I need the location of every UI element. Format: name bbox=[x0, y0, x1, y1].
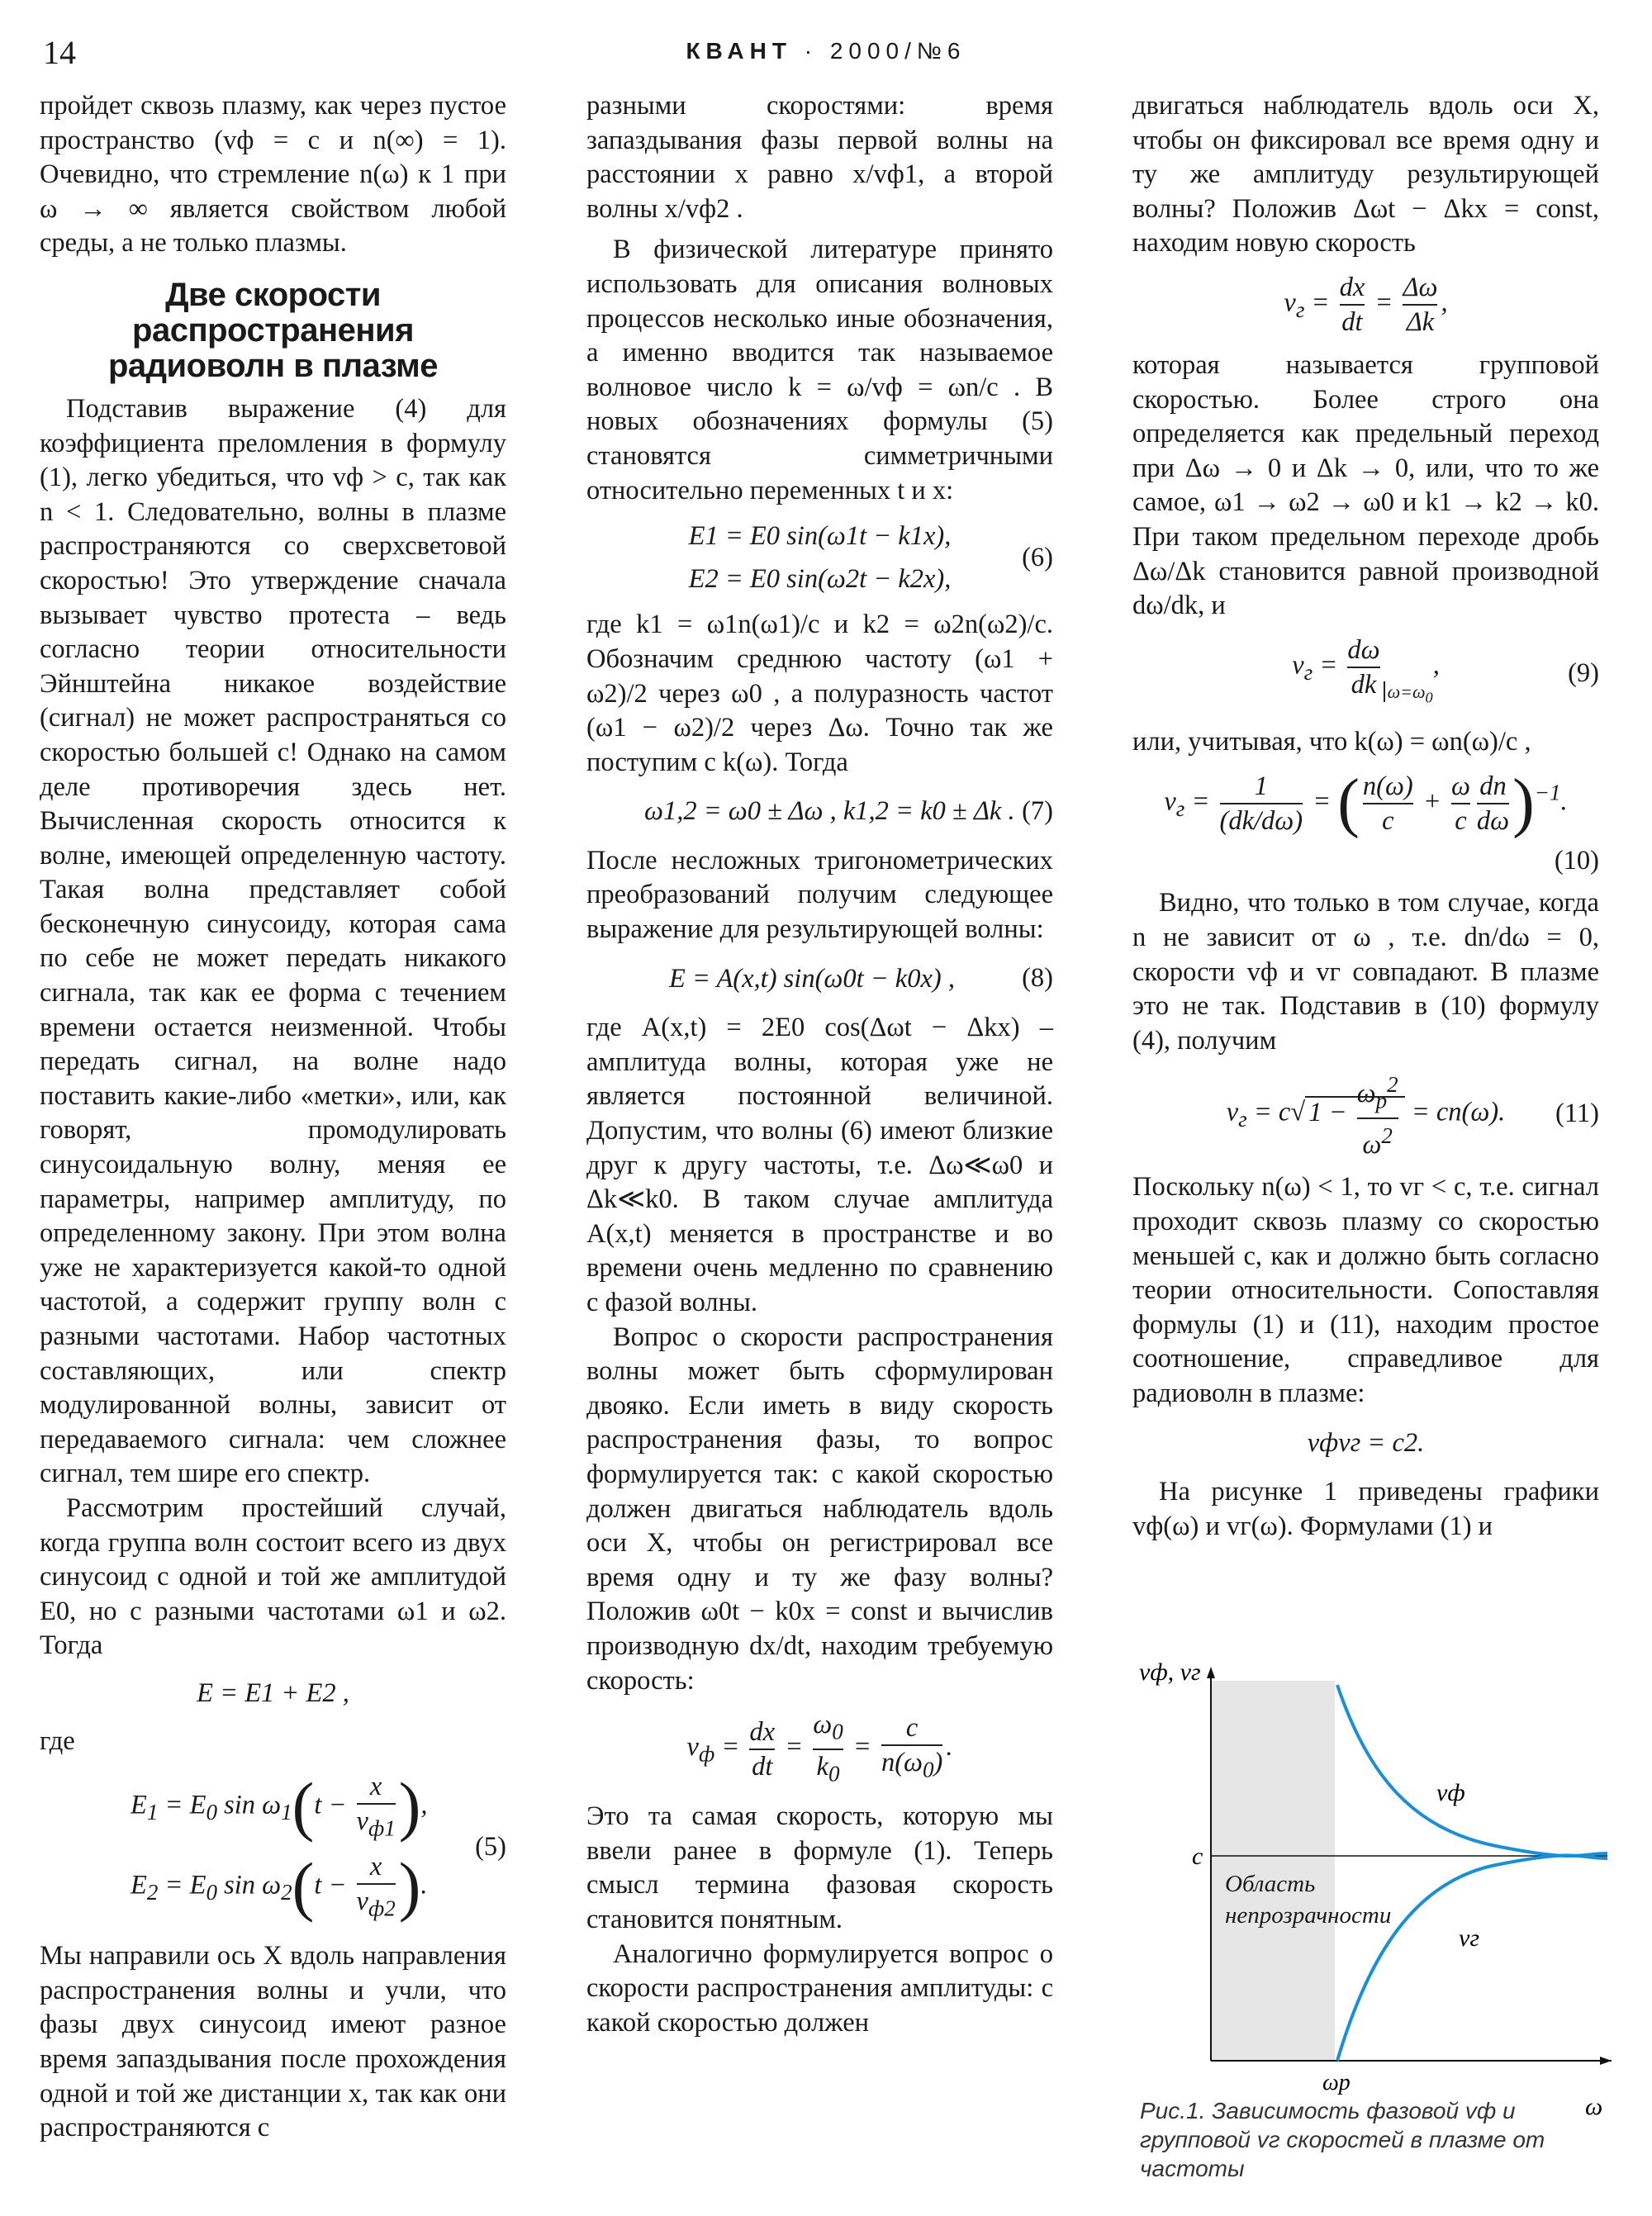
equation-number: (9) bbox=[1568, 658, 1599, 689]
y-axis-label: vф, vг bbox=[1139, 1658, 1201, 1686]
equation-9: $v_г$ = $\frac{d\omega}{dk}$ $_{\omega=\omega_0}$, (9) bbox=[1292, 634, 1599, 706]
wp-label: ωp bbox=[1322, 2070, 1351, 2095]
paragraph: Рассмотрим простейший случай, когда группа волн состоит всего из двух синусоид с одной и той же амплитудой E0, но с разными частотами ω1 и ω2. Тогда bbox=[40, 1492, 506, 1661]
paragraph: Видно, что только в том случае, когда n не зависит от ω , т.е. dn/dω = 0, скорости vф и vг совпадают. В плазме это не так. Подставив в (10) формулу (4), получим bbox=[1132, 888, 1599, 1056]
paragraph: Мы направили ось X вдоль направления распространения волны и учли, что фазы двух синусоид имеют разное время запаздывания после прохождения одной и той же дистанции x, так как они распространяются с bbox=[40, 1941, 506, 2143]
running-header: КВАНТ · 2000/№6 bbox=[686, 38, 966, 64]
paragraph: пройдет сквозь плазму, как через пустое пространство (vф = c и n(∞) = 1). Очевидно, что стремление n(ω) к 1 при ω → ∞ является свойством любой среды, а не только плазмы. bbox=[40, 91, 506, 259]
equation-product: vфvг = c2. bbox=[1307, 1427, 1425, 1458]
x-axis-label: ω bbox=[1585, 2093, 1603, 2120]
paragraph: где k1 = ω1n(ω1)/c и k2 = ω2n(ω2)/c. Обозначим среднюю частоту (ω1 + ω2)/2 через ω0 , а полуразность частот (ω1 − ω2)/2 через Δω. Точно так же поступим с k(ω). Тогда bbox=[586, 610, 1053, 777]
column-2 bbox=[586, 89, 1053, 2040]
figure-1 bbox=[1132, 1660, 1628, 2139]
equation-sum: E = E1 + E2 , bbox=[197, 1677, 349, 1708]
equation-number: (6) bbox=[1022, 542, 1053, 572]
equation-number: (11) bbox=[1555, 1099, 1599, 1129]
column-3 bbox=[1132, 89, 1599, 1544]
equation-group-velocity: $v_г$ = $\frac{dx}{dt}$ = $\frac{\Delta\omega}{\Delta k}$ , bbox=[1284, 272, 1448, 337]
group-velocity-curve bbox=[1337, 1855, 1607, 2061]
region-label: Область непрозрачности bbox=[1225, 1871, 1392, 1929]
paragraph: Аналогично формулируется вопрос о скорости распространения амплитуды: с какой скоростью должен bbox=[586, 1938, 1053, 2038]
section-title: Две скорости распространения радиоволн в плазме bbox=[107, 276, 438, 384]
equation-6: E1 = E0 sin(ω1t − k1x), E2 = E0 sin(ω2t − k2x), (6) bbox=[688, 521, 1053, 594]
equation-5: $E_1 = E_0$ $\sin \omega_1(t$ − $\frac{x}{v_{ф1}}$ ), $E_2 = E_0$ $\sin \omega_2(t$ − $\frac{x}{v_{ф2}}$ ). (5) bbox=[40, 1770, 506, 1924]
equation-number: (5) bbox=[475, 1831, 506, 1862]
paragraph: Это та самая скорость, которую мы ввели ранее в формуле (1). Теперь смысл термина фазовая скорость становится понятным. bbox=[586, 1801, 1053, 1934]
where-label: где bbox=[40, 1725, 75, 1756]
equation-number: (10) bbox=[1554, 845, 1599, 875]
issue-number: 2000/№6 bbox=[829, 38, 966, 64]
paragraph: Поскольку n(ω) < 1, то vг < c, т.е. сигнал проходит сквозь плазму со скоростью меньшей c, как и должно быть согласно теории относительности. Сопоставляя формулы (1) и (11), находим простое соотношение, справедливое для радиоволн в плазме: bbox=[1132, 1172, 1599, 1409]
equation-11: $v_г = c√$ 1 − $\frac{\omega_p^2}{\omega^2}$ = cn(ω). (11) bbox=[1226, 1072, 1599, 1160]
paragraph: В физической литературе принято использовать для описания волновых процессов несколько иные обозначения, а именно вводится так называемое волновое число k = ω/vф = ωn/c . В новых обозначениях формулы (5) становятся симметричными относительно переменных t и x: bbox=[586, 235, 1053, 505]
page-number: 14 bbox=[43, 34, 76, 71]
x-axis-arrow bbox=[1600, 2057, 1612, 2065]
equation-8: E = A(x,t) sin(ω0t − k0x) , (8) bbox=[586, 962, 1053, 997]
paragraph: На рисунке 1 приведены графики vф(ω) и vг(ω). Формулами (1) и bbox=[1132, 1477, 1599, 1541]
paragraph: двигаться наблюдатель вдоль оси X, чтобы он фиксировал все время одну и ту же амплитуду результирующей волны? Положив Δωt − Δkx = const, находим новую скорость bbox=[1132, 91, 1599, 259]
paragraph: Подставив выражение (4) для коэффициента преломления в формулу (1), легко убедиться, что vф > c, так как n < 1. Следовательно, волны в плазме распространяются со сверхсветовой скоростью! Это утверждение сначала вызывает чувство протеста – ведь согласно теории относительности Эйнштейна никакое воздействие (сигнал) не может распространяться со скоростью большей c! Однако на самом деле противоречия здесь нет. Вычисленная скорость относится к волне, имеющей определенную частоту. Такая волна представляет собой бесконечную синусоиду, которая сама по себе не может передать никакого сигнала, так как ее форма с течением времени остается неизменной. Чтобы передать сигнал, на волне надо поставить какие-либо «метки», или, как говорят, промодулировать синусоидальную волну, меняя ее параметры, например амплитуду, по определенному закону. При этом волна уже не характеризуется какой-то одной частотой, а содержит группу волн с разными частотами. Набор частотных составляющих, или спектр модулированной волны, зависит от передаваемого сигнала: чем сложнее сигнал, тем шире его спектр. bbox=[40, 393, 506, 1489]
paragraph: разными скоростями: время запаздывания фазы первой волны на расстоянии x равно x/vф1, а второй волны x/vф2 . bbox=[586, 91, 1053, 224]
equation-7: ω1,2 = ω0 ± Δω , k1,2 = k0 ± Δk . (7) bbox=[586, 795, 1053, 829]
equation-10: $v_г$ = $\frac{1}{(dk/d\omega)}$ = ( $\frac{n(\omega)}{c}$ + $\frac{\omega}{c}$ $\frac{dn}{d\omega}$ )$^{-1}$. bbox=[1164, 766, 1568, 839]
column-1 bbox=[40, 89, 506, 2146]
group-curve-label: vг bbox=[1459, 1924, 1480, 1952]
c-label: c bbox=[1192, 1843, 1203, 1870]
equation-phase-velocity: $v_ф$ = $\frac{dx}{dt}$ = $\frac{\omega_0}{k_0}$ = $\frac{c}{n(\omega_0)}$ . bbox=[586, 1708, 1053, 1790]
equation-number: (8) bbox=[1022, 963, 1053, 994]
phase-curve-label: vф bbox=[1436, 1779, 1465, 1806]
y-axis-arrow bbox=[1207, 1667, 1215, 1678]
paragraph: После несложных тригонометрических преобразований получим следующее выражение для результирующей волны: bbox=[586, 845, 1053, 945]
figure-caption: Рис.1. Зависимость фазовой vф и групповой vг скоростей в плазме от частоты bbox=[1140, 2098, 1545, 2181]
equation-number: (7) bbox=[1022, 796, 1053, 827]
paragraph: или, учитывая, что k(ω) = ωn(ω)/c , bbox=[1132, 727, 1531, 757]
journal-name: КВАНТ bbox=[686, 38, 792, 64]
phase-velocity-curve bbox=[1337, 1685, 1607, 1856]
paragraph: Вопрос о скорости распространения волны может быть сформулирован двояко. Если иметь в виду скорость распространения фазы, то вопрос формулируется так: с какой скоростью должен двигаться наблюдатель вдоль оси X, чтобы он регистрировал все время одну и ту же фазу волны? Положив ω0t − k0x = const и вычислив производную dx/dt, находим требуемую скорость: bbox=[586, 1322, 1053, 1696]
paragraph: которая называется групповой скоростью. Более строго она определяется как предельный переход при Δω → 0 и Δk → 0, или, что то же самое, ω1 → ω2 → ω0 и k1 → k2 → k0. При таком предельном переходе дробь Δω/Δk становится равной производной dω/dk, и bbox=[1132, 349, 1599, 621]
paragraph: где A(x,t) = 2E0 cos(Δωt − Δkx) – амплитуда волны, которая уже не является постоянной величиной. Допустим, что волны (6) имеют близкие друг к другу частоты, т.е. Δω≪ω0 и Δk≪k0. В таком случае амплитуда A(x,t) меняется в пространстве и во времени очень медленно по сравнению с фазой волны. bbox=[586, 1013, 1053, 1317]
